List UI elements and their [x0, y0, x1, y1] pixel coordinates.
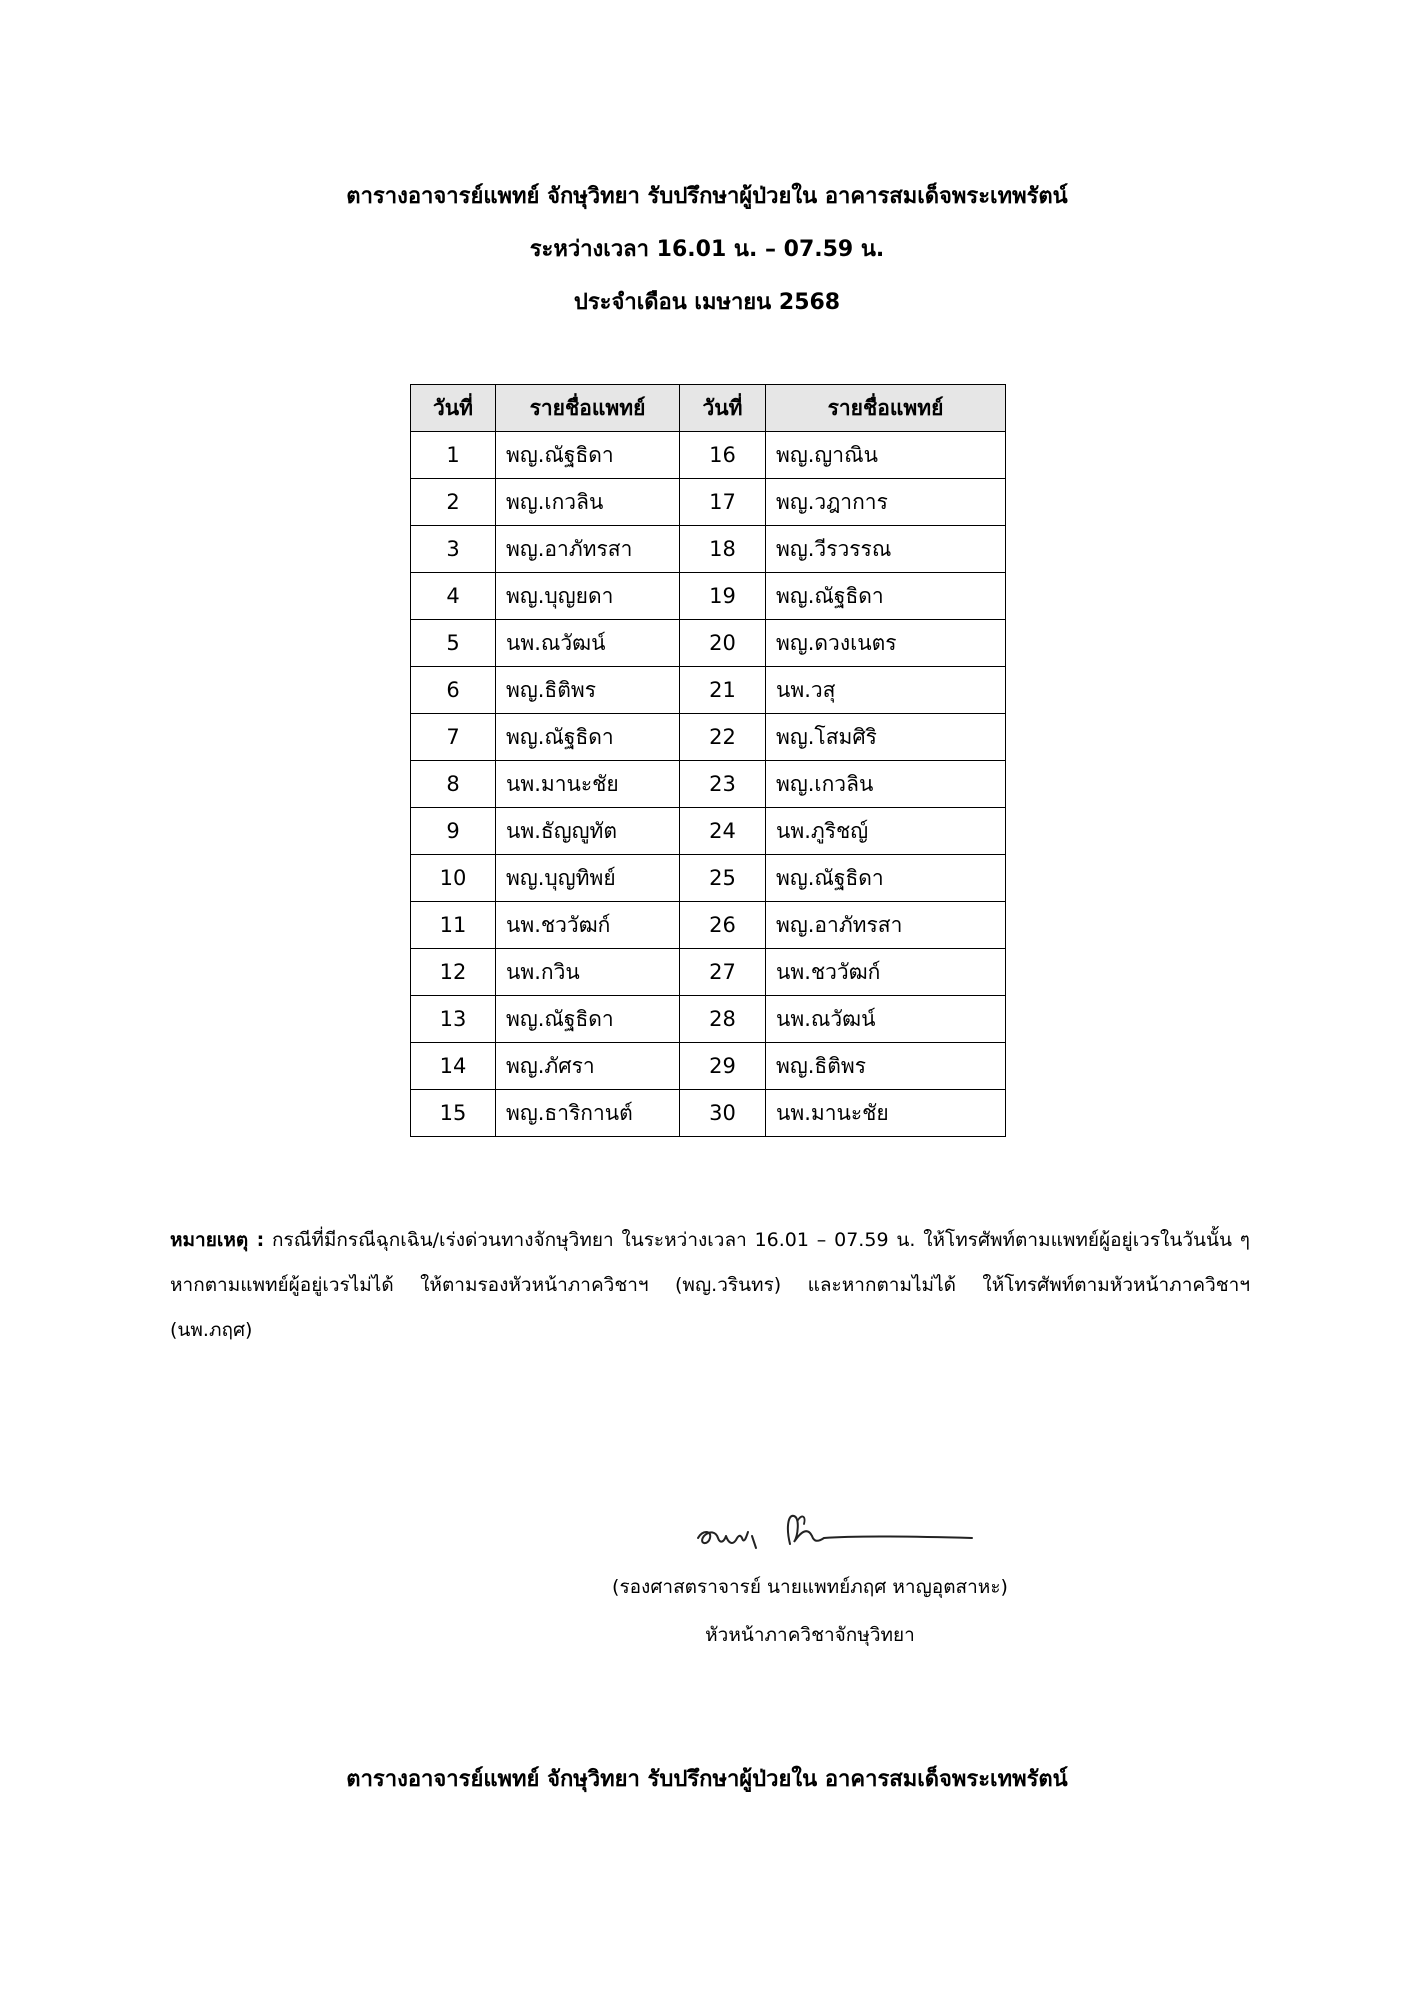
cell-day: 14 — [411, 1043, 496, 1090]
note-label: หมายเหตุ : — [170, 1229, 265, 1251]
table-row — [411, 855, 1006, 902]
cell-doctor-name: พญ.วีรวรรณ — [766, 526, 1006, 573]
header-day: วันที่ — [411, 385, 496, 432]
cell-day: 13 — [411, 996, 496, 1043]
table-row — [411, 996, 1006, 1043]
cell-day: 9 — [411, 808, 496, 855]
table-row — [411, 667, 1006, 714]
table-row — [411, 1090, 1006, 1137]
cell-day: 16 — [680, 432, 766, 479]
cell-doctor-name: พญ.อาภัทรสา — [496, 526, 680, 573]
table-row — [411, 620, 1006, 667]
cell-doctor-name: นพ.มานะชัย — [766, 1090, 1006, 1137]
cell-day: 8 — [411, 761, 496, 808]
cell-doctor-name: นพ.ณวัฒน์ — [496, 620, 680, 667]
header-day: วันที่ — [680, 385, 766, 432]
time-range: ระหว่างเวลา 16.01 น. – 07.59 น. — [529, 237, 885, 262]
cell-day: 5 — [411, 620, 496, 667]
cell-doctor-name: พญ.ณัฐธิดา — [496, 996, 680, 1043]
cell-day: 1 — [411, 432, 496, 479]
footer-title: ตารางอาจารย์แพทย์ จักษุวิทยา รับปรึกษาผู้ป่วยใน อาคารสมเด็จพระเทพรัตน์ — [346, 1767, 1068, 1792]
cell-day: 27 — [680, 949, 766, 996]
cell-day: 7 — [411, 714, 496, 761]
cell-day: 4 — [411, 573, 496, 620]
header-doctor-name: รายชื่อแพทย์ — [766, 385, 1006, 432]
table-row — [411, 761, 1006, 808]
table-header-row — [411, 385, 1006, 432]
cell-day: 18 — [680, 526, 766, 573]
cell-day: 15 — [411, 1090, 496, 1137]
note-text: กรณีที่มีกรณีฉุกเฉิน/เร่งด่วนทางจักษุวิทยา ในระหว่างเวลา 16.01 – 07.59 น. ให้โทรศัพท์ตามแพทย์ผู้อยู่เวรในวันนั้น ๆ หากตามแพทย์ผู้อยู่เวรไม่ได้ ให้ตามรองหัวหน้าภาควิชาฯ (พญ.วรินทร) และหากตามไม่ได้ ให้โทรศัพท์ตามหัวหน้าภาควิชาฯ (นพ.ภฤศ) — [170, 1229, 1250, 1341]
page-title: ตารางอาจารย์แพทย์ จักษุวิทยา รับปรึกษาผู้ป่วยใน อาคารสมเด็จพระเทพรัตน์ — [346, 184, 1068, 209]
table-row — [411, 1043, 1006, 1090]
cell-doctor-name: นพ.กวิน — [496, 949, 680, 996]
cell-day: 12 — [411, 949, 496, 996]
table-row — [411, 902, 1006, 949]
cell-day: 26 — [680, 902, 766, 949]
cell-day: 25 — [680, 855, 766, 902]
cell-day: 17 — [680, 479, 766, 526]
cell-day: 24 — [680, 808, 766, 855]
cell-day: 19 — [680, 573, 766, 620]
schedule-table — [410, 384, 1006, 1137]
cell-doctor-name: พญ.ญาณิน — [766, 432, 1006, 479]
cell-day: 21 — [680, 667, 766, 714]
cell-doctor-name: นพ.ณวัฒน์ — [766, 996, 1006, 1043]
cell-doctor-name: พญ.วฎาการ — [766, 479, 1006, 526]
cell-doctor-name: นพ.ชววัฒก์ — [766, 949, 1006, 996]
table-row — [411, 808, 1006, 855]
cell-day: 22 — [680, 714, 766, 761]
cell-doctor-name: นพ.มานะชัย — [496, 761, 680, 808]
table-row — [411, 573, 1006, 620]
table-row — [411, 949, 1006, 996]
cell-day: 11 — [411, 902, 496, 949]
cell-doctor-name: พญ.ณัฐธิดา — [496, 714, 680, 761]
cell-doctor-name: พญ.ณัฐธิดา — [496, 432, 680, 479]
cell-doctor-name: พญ.อาภัทรสา — [766, 902, 1006, 949]
cell-doctor-name: พญ.เกวลิน — [496, 479, 680, 526]
table-row — [411, 479, 1006, 526]
cell-doctor-name: พญ.บุญยดา — [496, 573, 680, 620]
cell-doctor-name: พญ.ธิติพร — [496, 667, 680, 714]
table-row — [411, 714, 1006, 761]
cell-day: 3 — [411, 526, 496, 573]
cell-day: 10 — [411, 855, 496, 902]
cell-doctor-name: นพ.ภูริชญ์ — [766, 808, 1006, 855]
cell-doctor-name: พญ.ณัฐธิดา — [766, 855, 1006, 902]
cell-day: 30 — [680, 1090, 766, 1137]
signer-position: หัวหน้าภาควิชาจักษุวิทยา — [705, 1624, 915, 1646]
month-label: ประจำเดือน เมษายน 2568 — [573, 290, 841, 315]
cell-day: 29 — [680, 1043, 766, 1090]
cell-day: 20 — [680, 620, 766, 667]
cell-doctor-name: พญ.ธาริกานต์ — [496, 1090, 680, 1137]
cell-day: 28 — [680, 996, 766, 1043]
table-row — [411, 526, 1006, 573]
cell-doctor-name: พญ.ภัศรา — [496, 1043, 680, 1090]
cell-day: 23 — [680, 761, 766, 808]
cell-doctor-name: พญ.ณัฐธิดา — [766, 573, 1006, 620]
cell-day: 2 — [411, 479, 496, 526]
cell-doctor-name: นพ.ชววัฒก์ — [496, 902, 680, 949]
cell-doctor-name: พญ.บุญทิพย์ — [496, 855, 680, 902]
cell-doctor-name: พญ.เกวลิน — [766, 761, 1006, 808]
cell-doctor-name: พญ.โสมศิริ — [766, 714, 1006, 761]
cell-doctor-name: นพ.วสุ — [766, 667, 1006, 714]
signature-image — [690, 1508, 980, 1558]
cell-doctor-name: นพ.ธัญญูทัต — [496, 808, 680, 855]
header-doctor-name: รายชื่อแพทย์ — [496, 385, 680, 432]
table-row — [411, 432, 1006, 479]
cell-day: 6 — [411, 667, 496, 714]
note — [170, 1218, 1250, 1353]
cell-doctor-name: พญ.ธิติพร — [766, 1043, 1006, 1090]
cell-doctor-name: พญ.ดวงเนตร — [766, 620, 1006, 667]
signer-name: (รองศาสตราจารย์ นายแพทย์ภฤศ หาญอุตสาหะ) — [612, 1576, 1008, 1598]
